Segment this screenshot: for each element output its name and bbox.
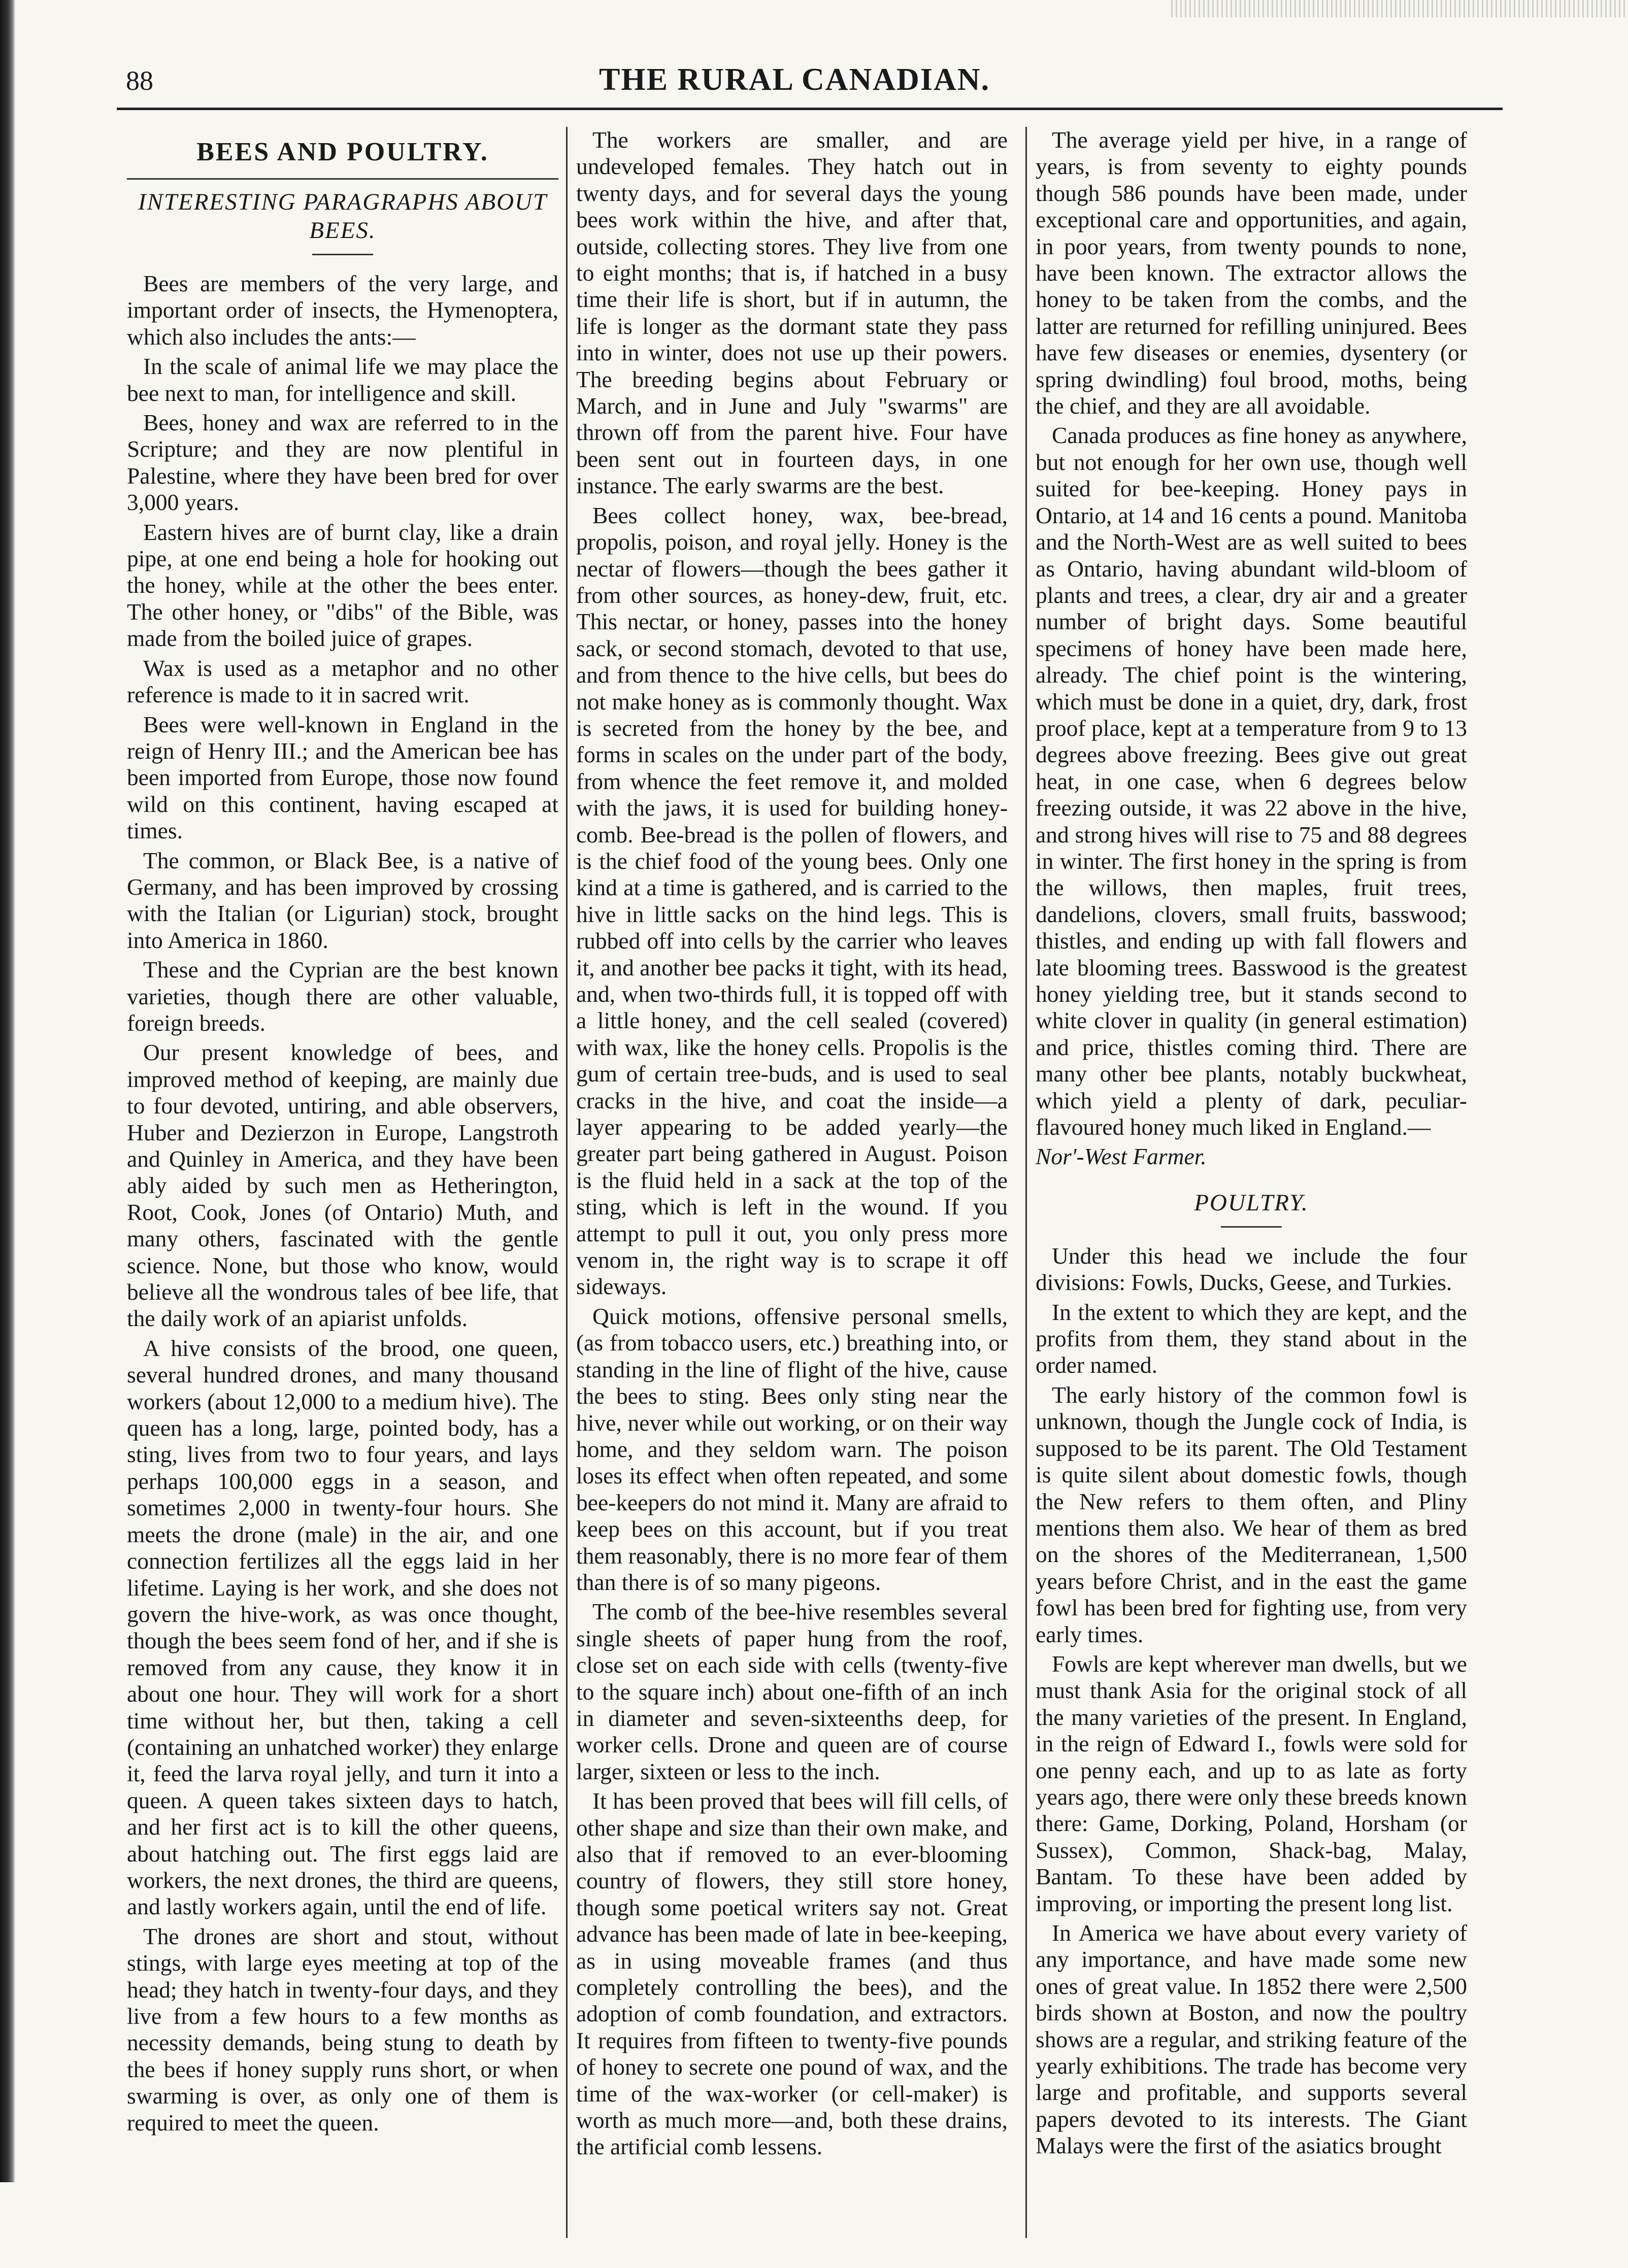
paragraph: In the scale of animal life we may place the bee next to man, for intelligence and skill.: [127, 353, 558, 406]
article-subtitle: INTERESTING PARAGRAPHS ABOUT BEES.: [127, 178, 558, 245]
section-title: BEES AND POULTRY.: [196, 138, 489, 166]
column-2: [576, 127, 1008, 2243]
paragraph: Bees are members of the very large, and important order of insects, the Hymenoptera, which also includes the ants:—: [127, 270, 558, 350]
paragraph: Wax is used as a metaphor and no other reference is made to it in sacred writ.: [127, 655, 558, 708]
paragraph: The common, or Black Bee, is a native of Germany, and has been improved by crossing with the Italian (or Ligurian) stock, brought into America in 1860.: [127, 847, 558, 953]
paragraph: It has been proved that bees will fill cells, of other shape and size than their own make, and also that if removed to an ever-blooming country of flowers, they still store honey, though some poetical writers say not. Great advance has been made of late in bee-keeping, as in using moveable frames (and thus completely controlling the bees), and the adoption of comb foundation, and extractors. It requires from fifteen to twenty-five pounds of honey to secrete one pound of wax, and the time of the wax-worker (or cell-maker) is worth as much more—and, both these drains, the artificial comb lessens.: [576, 1788, 1008, 2160]
column-divider: [566, 127, 568, 2238]
paragraph: Bees were well-known in England in the reign of Henry III.; and the American bee has been imported from Europe, those now found wild on this continent, having escaped at times.: [127, 711, 558, 844]
paragraph: In America we have about every variety of any importance, and have made some new ones of great value. In 1852 there were 2,500 birds shown at Boston, and now the poultry shows are a regular, and striking feature of the yearly exhibitions. The trade has become very large and profitable, and supports several papers devoted to its interests. The Giant Malays were the first of the asiatics brought: [1036, 1920, 1467, 2159]
article-credit: Nor'-West Farmer.: [1036, 1143, 1207, 1170]
paragraph: The early history of the common fowl is unknown, though the Jungle cock of India, is supposed to be its parent. The Old Testament is quite silent about domestic fowls, though the New refers to them often, and Pliny mentions them also. We hear of them as bred on the shores of the Mediterranean, 1,500 years before Christ, and in the east the game fowl has been bred for fighting use, from very early times.: [1036, 1381, 1467, 1647]
short-rule: [1221, 1226, 1282, 1228]
paragraph: Quick motions, offensive personal smells, (as from tobacco users, etc.) breathing into, or standing in the line of flight of the hive, cause the bees to sting. Bees only sting near the hive, never while out working, or on their way home, and they seldom warn. The poison loses its effect when often repeated, and some bee-keepers do not mind it. Many are afraid to keep bees on this account, but if you treat them reasonably, there is no more fear of them than there is of so many pigeons.: [576, 1303, 1008, 1595]
paragraph: Canada produces as fine honey as anywhere, but not enough for her own use, though well suited for bee-keeping. Honey pays in Ontario, at 14 and 16 cents a pound. Manitoba and the North-West are as well suited to bees as Ontario, having abundant wild-bloom of plants and trees, a clear, dry air and a greater number of bright days. Some beautiful specimens of honey have been made here, already. The chief point is the wintering, which must be done in a quiet, dry, dark, frost proof place, kept at a temperature from 9 to 13 degrees above freezing. Bees give out great heat, in one case, when 6 degrees below freezing outside, it was 22 above in the hive, and strong hives will rise to 75 and 88 degrees in winter. The first honey in the spring is from the willows, then maples, fruit trees, dandelions, clovers, small fruits, basswood; thistles, and ending up with fall flowers and late blooming trees. Basswood is the greatest honey yielding tree, but it stands second to white clover in quality (in general estimation) and price, thistles coming third. There are many other bee plants, notably buckwheat, which yield a plenty of dark, peculiar-flavoured honey much liked in England.—: [1036, 422, 1467, 1140]
paper-wear: [1171, 0, 1628, 17]
column-divider: [1025, 127, 1027, 2238]
header-rule: [117, 108, 1503, 110]
paragraph: Bees, honey and wax are referred to in the Scripture; and they are now plentiful in Palestine, where they have been bred for over 3,000 years.: [127, 410, 558, 516]
paragraph: Our present knowledge of bees, and improved method of keeping, are mainly due to four devoted, untiring, and able observers, Huber and Dezierzon in Europe, Langstroth and Quinley in America, and they have been ably aided by such men as Hetherington, Root, Cook, Jones (of Ontario) Muth, and many others, fascinated with the gentle science. None, but those who know, would believe all the wondrous tales of bee life, that the daily work of an apiarist unfolds.: [127, 1039, 558, 1332]
paragraph: Bees collect honey, wax, bee-bread, propolis, poison, and royal jelly. Honey is the nectar of flowers—though the bees gather it from other sources, as honey-dew, fruit, etc. This nectar, or honey, passes into the honey sack, or second stomach, devoted to that use, and from thence to the hive cells, but bees do not make honey as is commonly thought. Wax is secreted from the honey by the bee, and forms in scales on the under part of the body, from whence the feet remove it, and molded with the jaws, it is used for building honey-comb. Bee-bread is the pollen of flowers, and is the chief food of the young bees. Only one kind at a time is gathered, and is carried to the hive in little sacks on the hind legs. This is rubbed off into cells by the carrier who leaves it, and another bee packs it tight, with its head, and, when two-thirds full, it is topped off with a little honey, and the cell sealed (covered) with wax, like the honey cells. Propolis is the gum of certain tree-buds, and is used to seal cracks in the hive, and coat the inside—a layer appearing to be added yearly—the greater part being gathered in August. Poison is the fluid held in a sack at the top of the sting, which is left in the wound. If you attempt to pull it out, you only press more venom in, the right way is to scrape it off sideways.: [576, 502, 1008, 1300]
paragraph: These and the Cyprian are the best known varieties, though there are other valuable, foreign breeds.: [127, 957, 558, 1036]
short-rule: [312, 254, 373, 255]
paragraph: The comb of the bee-hive resembles several single sheets of paper hung from the roof, close set on each side with cells (twenty-five to the square inch) about one-fifth of an inch in diameter and seven-sixteenths deep, for worker cells. Drone and queen are of course larger, sixteen or less to the inch.: [576, 1599, 1008, 1784]
poultry-title: POULTRY.: [1194, 1189, 1309, 1216]
paragraph: Eastern hives are of burnt clay, like a drain pipe, at one end being a hole for hooking out the honey, while at the other the bees enter. The other honey, or "dibs" of the Bible, was made from the boiled juice of grapes.: [127, 519, 558, 652]
page-number: 88: [126, 65, 153, 96]
column-3: [1036, 127, 1467, 2243]
paragraph: The workers are smaller, and are undeveloped females. They hatch out in twenty days, and for several days the young bees work within the hive, and after that, outside, collecting stores. They live from one to eight months; that is, if hatched in a busy time their life is short, but if in autumn, the life is longer as the dormant state they pass into in winter, does not use up their powers. The breeding begins about February or March, and in June and July "swarms" are thrown off from the parent hive. Four have been sent out in fourteen days, in one instance. The early swarms are the best.: [576, 127, 1008, 499]
paragraph: The average yield per hive, in a range of years, is from seventy to eighty pounds though 586 pounds have been made, under exceptional care and opportunities, and again, in poor years, from twenty pounds to none, have been known. The extractor allows the honey to be taken from the combs, and the latter are returned for refilling uninjured. Bees have few diseases or enemies, dysentery (or spring dwindling) foul brood, moths, being the chief, and they are all avoidable.: [1036, 127, 1467, 419]
paragraph: Under this head we include the four divisions: Fowls, Ducks, Geese, and Turkies.: [1036, 1242, 1467, 1296]
paragraph: The drones are short and stout, without stings, with large eyes meeting at top of the head; they hatch in twenty-four days, and they live from a few hours to a few months as necessity demands, being stung to death by the bees if honey supply runs short, or when swarming is over, as only one of them is required to meet the queen.: [127, 1923, 558, 2136]
masthead-title: THE RURAL CANADIAN.: [599, 62, 990, 97]
column-1: [127, 127, 558, 2243]
paragraph: Fowls are kept wherever man dwells, but we must thank Asia for the original stock of all the many varieties of the present. In England, in the reign of Edward I., fowls were sold for one penny each, and up to as late as forty years ago, there were only these breeds known there: Game, Dorking, Poland, Horsham (or Sussex), Common, Shack-bag, Malay, Bantam. To these have been added by improving, or importing the present long list.: [1036, 1650, 1467, 1916]
paragraph: In the extent to which they are kept, and the profits from them, they stand about in the order named.: [1036, 1299, 1467, 1378]
paragraph: A hive consists of the brood, one queen, several hundred drones, and many thousand workers (about 12,000 to a medium hive). The queen has a long, large, pointed body, has a sting, lives from two to four years, and lays perhaps 100,000 eggs in a season, and sometimes 2,000 in twenty-four hours. She meets the drone (male) in the air, and one connection fertilizes all the eggs laid in her lifetime. Laying is her work, and she does not govern the hive-work, as was once thought, though the bees seem fond of her, and if she is removed from any cause, they know it in about one hour. They will work for a short time without her, but then, taking a cell (containing an unhatched worker) they enlarge it, feed the larva royal jelly, and turn it into a queen. A queen takes sixteen days to hatch, and her first act is to kill the other queens, about hatching out. The first eggs laid are workers, the next drones, the third are queens, and lastly workers again, until the end of life.: [127, 1335, 558, 1920]
binding-edge: [0, 0, 15, 2182]
